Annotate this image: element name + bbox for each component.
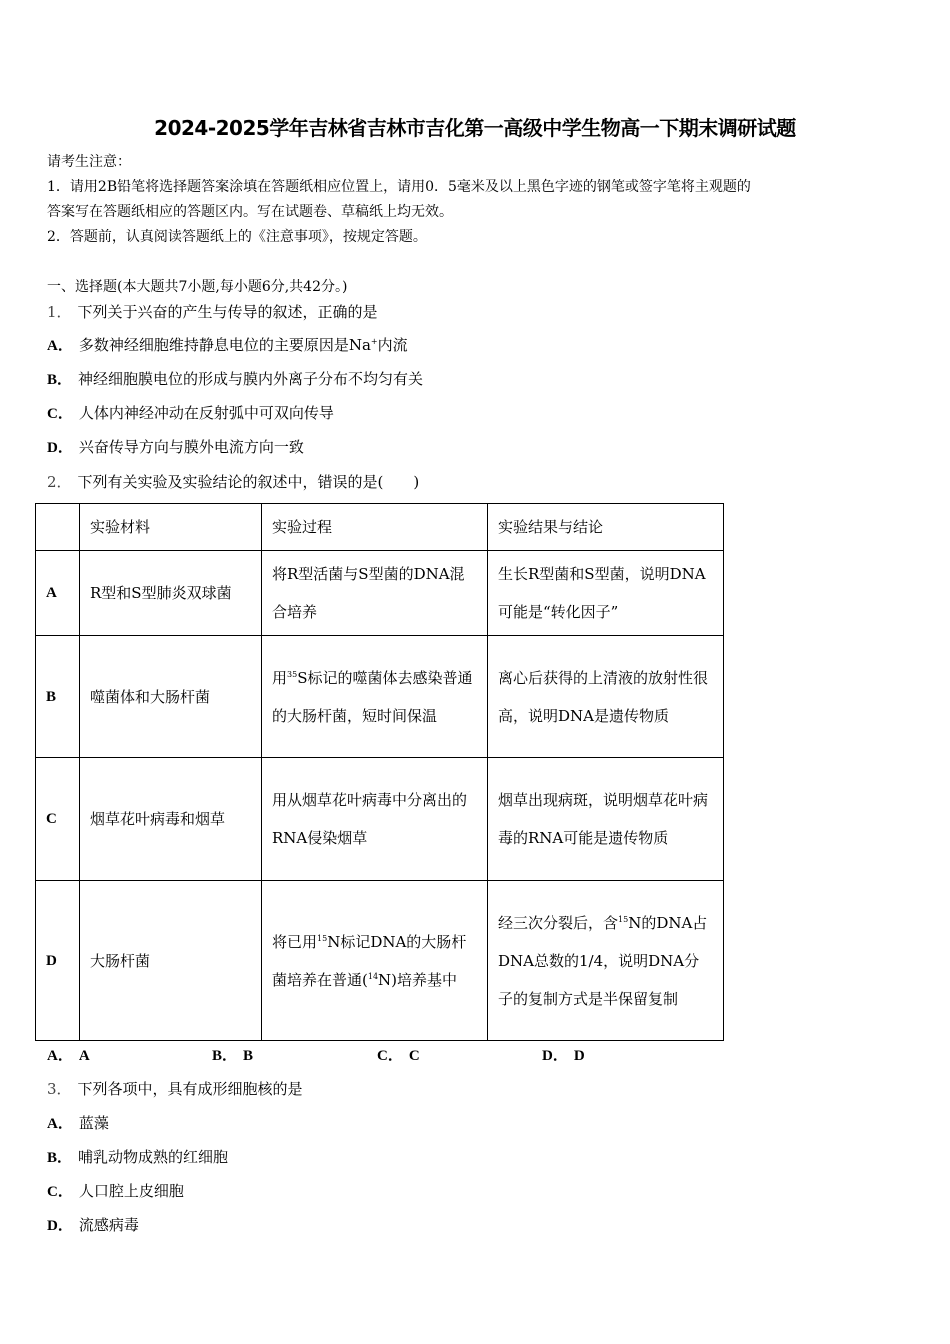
table-header: 实验结果与结论 xyxy=(488,504,724,551)
cell-process xyxy=(262,881,488,1041)
experiment-table xyxy=(35,503,724,1041)
table-row xyxy=(36,758,724,881)
superscript: + xyxy=(370,337,378,346)
option-label: A． xyxy=(47,338,73,354)
option-text: D xyxy=(573,1048,585,1064)
table-row xyxy=(36,551,724,636)
option-text: 蓝藻 xyxy=(78,1114,109,1132)
option-text: 多数神经细胞维持静息电位的主要原因是Na xyxy=(78,336,371,354)
option-label: B． xyxy=(47,372,73,388)
q1-option-c[interactable] xyxy=(47,402,334,423)
notice-line-1b: 答案写在答题纸相应的答题区内。写在试题卷、草稿纸上均无效。 xyxy=(47,204,453,220)
option-label: C． xyxy=(47,1184,73,1200)
cell-result: 生长R型菌和S型菌，说明DNA可能是“转化因子” xyxy=(488,551,724,636)
cell-process xyxy=(262,636,488,758)
cell-material: 烟草花叶病毒和烟草 xyxy=(80,758,262,881)
cell-result xyxy=(488,881,724,1041)
cell-result: 离心后获得的上清液的放射性很高，说明DNA是遗传物质 xyxy=(488,636,724,758)
option-text: 人体内神经冲动在反射弧中可双向传导 xyxy=(78,404,334,422)
page-title: 2024-2025学年吉林省吉林市吉化第一高级中学生物高一下期末调研试题 xyxy=(154,116,796,140)
question-stem: 下列各项中，具有成形细胞核的是 xyxy=(77,1080,303,1098)
option-label: A． xyxy=(47,1048,73,1064)
q2-option-d[interactable] xyxy=(542,1044,591,1065)
row-label: B xyxy=(36,636,80,758)
cell-material: 大肠杆菌 xyxy=(80,881,262,1041)
superscript: 35 xyxy=(287,669,298,679)
cell-text: N标记DNA的大肠杆菌培养在普通( xyxy=(272,932,467,989)
option-text: B xyxy=(243,1048,254,1064)
superscript: 15 xyxy=(317,933,328,943)
q3-option-b[interactable] xyxy=(47,1146,228,1167)
option-label: D． xyxy=(542,1048,568,1064)
question-stem: 下列有关实验及实验结论的叙述中，错误的是( ) xyxy=(77,473,420,491)
q3-option-a[interactable] xyxy=(47,1112,109,1133)
option-text: 神经细胞膜电位的形成与膜内外离子分布不均匀有关 xyxy=(78,370,424,388)
question-2 xyxy=(47,471,419,492)
cell-text: N)培养基中 xyxy=(378,970,458,989)
q3-option-d[interactable] xyxy=(47,1214,139,1235)
q2-option-a[interactable] xyxy=(47,1044,96,1065)
notice-line-1a: 1．请用2B铅笔将选择题答案涂填在答题纸相应位置上，请用0．5毫米及以上黑色字迹的钢笔或签字笔将主观题的 xyxy=(47,179,751,195)
option-text: 流感病毒 xyxy=(78,1216,139,1234)
superscript: 15 xyxy=(618,914,629,924)
option-label: A． xyxy=(47,1116,73,1132)
cell-material: 噬菌体和大肠杆菌 xyxy=(80,636,262,758)
notice-heading: 请考生注意： xyxy=(47,154,131,170)
table-row xyxy=(36,636,724,758)
table-header: 实验材料 xyxy=(80,504,262,551)
section-heading: 一、选择题(本大题共7小题,每小题6分,共42分。) xyxy=(47,279,348,295)
option-label: B． xyxy=(47,1150,73,1166)
question-number: 3． xyxy=(47,1080,72,1098)
question-1 xyxy=(47,301,378,322)
option-text: 兴奋传导方向与膜外电流方向一致 xyxy=(78,438,304,456)
cell-process: 将R型活菌与S型菌的DNA混合培养 xyxy=(262,551,488,636)
notice-line-2: 2．答题前，认真阅读答题纸上的《注意事项》，按规定答题。 xyxy=(47,229,427,245)
cell-material: R型和S型肺炎双球菌 xyxy=(80,551,262,636)
q2-option-c[interactable] xyxy=(377,1044,426,1065)
cell-text: S标记的噬菌体去感染普通的大肠杆菌，短时间保温 xyxy=(272,668,473,725)
question-stem: 下列关于兴奋的产生与传导的叙述，正确的是 xyxy=(77,303,378,321)
q1-option-b[interactable] xyxy=(47,368,423,389)
option-text: 人口腔上皮细胞 xyxy=(78,1182,184,1200)
option-label: B． xyxy=(212,1048,238,1064)
cell-text: 用 xyxy=(272,668,288,687)
q3-option-c[interactable] xyxy=(47,1180,184,1201)
option-label: C． xyxy=(47,406,73,422)
table-header xyxy=(36,504,80,551)
table-header: 实验过程 xyxy=(262,504,488,551)
q1-option-d[interactable] xyxy=(47,436,304,457)
option-text: 内流 xyxy=(377,336,408,354)
table-header-row xyxy=(36,504,724,551)
option-label: C． xyxy=(377,1048,403,1064)
question-number: 1． xyxy=(47,303,72,321)
cell-result: 烟草出现病斑，说明烟草花叶病毒的RNA可能是遗传物质 xyxy=(488,758,724,881)
option-label: D． xyxy=(47,1218,73,1234)
q1-option-a[interactable] xyxy=(47,334,408,355)
table-row xyxy=(36,881,724,1041)
cell-text: 将已用 xyxy=(272,932,318,951)
question-3 xyxy=(47,1078,303,1099)
question-number: 2． xyxy=(47,473,72,491)
row-label: C xyxy=(36,758,80,881)
option-text: C xyxy=(408,1048,420,1064)
cell-process: 用从烟草花叶病毒中分离出的RNA侵染烟草 xyxy=(262,758,488,881)
option-label: D． xyxy=(47,440,73,456)
option-text: 哺乳动物成熟的红细胞 xyxy=(78,1148,229,1166)
cell-text: 经三次分裂后，含 xyxy=(498,913,619,932)
row-label: A xyxy=(36,551,80,636)
q2-option-b[interactable] xyxy=(212,1044,259,1065)
superscript: 14 xyxy=(367,971,379,981)
option-text: A xyxy=(78,1048,90,1064)
cell-text: N的DNA占DNA总数的1/4，说明DNA分子的复制方式是半保留复制 xyxy=(498,913,708,1008)
row-label: D xyxy=(36,881,80,1041)
